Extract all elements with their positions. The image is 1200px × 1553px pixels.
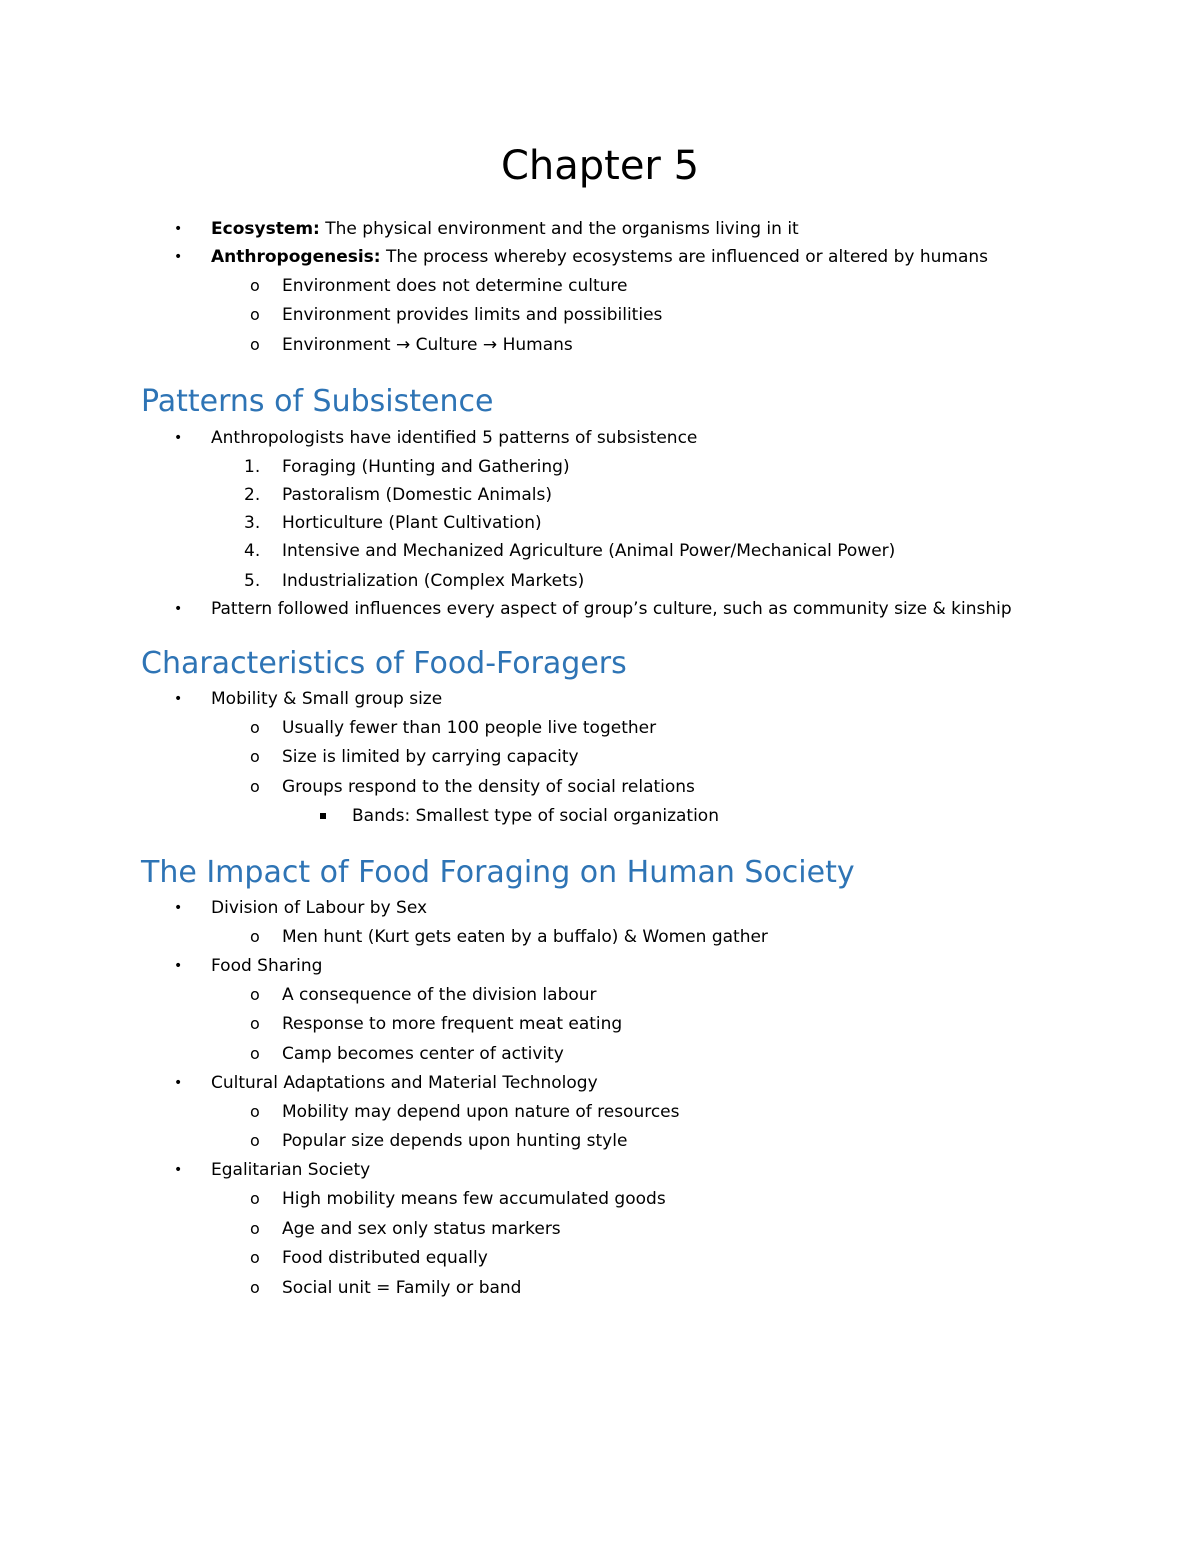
- list-item: Food Sharing: [211, 956, 323, 976]
- section-heading-characteristics: Characteristics of Food-Foragers: [141, 646, 627, 681]
- numbered-item: Foraging (Hunting and Gathering): [282, 457, 570, 477]
- list-item: Mobility & Small group size: [211, 689, 443, 709]
- sub-bullet-marker: o: [250, 1102, 260, 1121]
- definition-anthropogenesis: The process whereby ecosystems are influenced or altered by humans: [380, 247, 988, 267]
- list-number: 3.: [244, 513, 261, 533]
- sub-item: A consequence of the division labour: [282, 985, 597, 1005]
- list-item: Pattern followed influences every aspect of group’s culture, such as community size & kinship: [211, 599, 1012, 619]
- term-ecosystem: Ecosystem:: [211, 219, 320, 239]
- bullet-marker: •: [174, 601, 183, 617]
- sub-item: Size is limited by carrying capacity: [282, 747, 579, 767]
- bullet-marker: •: [174, 221, 183, 237]
- flow-environment: Environment: [282, 335, 391, 355]
- numbered-item: Pastoralism (Domestic Animals): [282, 485, 552, 505]
- sub-bullet-marker: o: [250, 1131, 260, 1150]
- square-bullet-icon: [320, 813, 326, 819]
- sub-bullet-marker: o: [250, 276, 260, 295]
- bullet-marker: •: [174, 430, 183, 446]
- section-heading-impact: The Impact of Food Foraging on Human Society: [141, 855, 855, 890]
- list-item: Egalitarian Society: [211, 1160, 371, 1180]
- sub-sub-item: Bands: Smallest type of social organization: [352, 806, 719, 826]
- numbered-item: Industrialization (Complex Markets): [282, 571, 585, 591]
- sub-item: Popular size depends upon hunting style: [282, 1131, 628, 1151]
- bullet-marker: •: [174, 958, 183, 974]
- numbered-item: Intensive and Mechanized Agriculture (Animal Power/Mechanical Power): [282, 541, 896, 561]
- sub-item: Camp becomes center of activity: [282, 1044, 564, 1064]
- sub-bullet-marker: o: [250, 1219, 260, 1238]
- sub-item: High mobility means few accumulated goods: [282, 1189, 666, 1209]
- list-item-anthropogenesis: [211, 246, 988, 268]
- list-number: 2.: [244, 485, 261, 505]
- bullet-marker: •: [174, 1075, 183, 1091]
- sub-bullet-marker: o: [250, 1278, 260, 1297]
- sub-item: Groups respond to the density of social relations: [282, 777, 695, 797]
- numbered-item: Horticulture (Plant Cultivation): [282, 513, 542, 533]
- sub-bullet-marker: o: [250, 927, 260, 946]
- list-item: Cultural Adaptations and Material Technology: [211, 1073, 598, 1093]
- flow-humans: Humans: [502, 335, 573, 355]
- sub-bullet-marker: o: [250, 335, 260, 354]
- page-title: Chapter 5: [500, 143, 700, 189]
- definition-ecosystem: The physical environment and the organisms living in it: [319, 219, 799, 239]
- list-item-ecosystem: [211, 218, 799, 240]
- sub-item: Response to more frequent meat eating: [282, 1014, 623, 1034]
- sub-bullet-marker: o: [250, 1044, 260, 1063]
- arrow-right-icon: →: [395, 335, 411, 355]
- list-item: Division of Labour by Sex: [211, 898, 428, 918]
- section-heading-patterns: Patterns of Subsistence: [141, 384, 494, 419]
- term-anthropogenesis: Anthropogenesis:: [211, 247, 381, 267]
- sub-bullet-marker: o: [250, 305, 260, 324]
- list-item: Anthropologists have identified 5 patterns of subsistence: [211, 428, 698, 448]
- bullet-marker: •: [174, 249, 183, 265]
- arrow-right-icon: →: [482, 335, 498, 355]
- list-number: 4.: [244, 541, 261, 561]
- list-number: 1.: [244, 457, 261, 477]
- sub-bullet-marker: o: [250, 747, 260, 766]
- sub-item: Men hunt (Kurt gets eaten by a buffalo) & Women gather: [282, 927, 768, 947]
- sub-bullet-marker: o: [250, 1189, 260, 1208]
- sub-bullet-marker: o: [250, 1014, 260, 1033]
- sub-item: Environment provides limits and possibilities: [282, 305, 663, 325]
- sub-item: Mobility may depend upon nature of resources: [282, 1102, 680, 1122]
- sub-item-flow: [282, 334, 573, 356]
- sub-bullet-marker: o: [250, 718, 260, 737]
- list-number: 5.: [244, 571, 261, 591]
- bullet-marker: •: [174, 691, 183, 707]
- sub-item: Social unit = Family or band: [282, 1278, 522, 1298]
- sub-bullet-marker: o: [250, 777, 260, 796]
- sub-item: Age and sex only status markers: [282, 1219, 561, 1239]
- sub-bullet-marker: o: [250, 985, 260, 1004]
- sub-item: Environment does not determine culture: [282, 276, 628, 296]
- flow-culture: Culture: [415, 335, 478, 355]
- bullet-marker: •: [174, 900, 183, 916]
- bullet-marker: •: [174, 1162, 183, 1178]
- sub-bullet-marker: o: [250, 1248, 260, 1267]
- sub-item: Food distributed equally: [282, 1248, 488, 1268]
- sub-item: Usually fewer than 100 people live together: [282, 718, 657, 738]
